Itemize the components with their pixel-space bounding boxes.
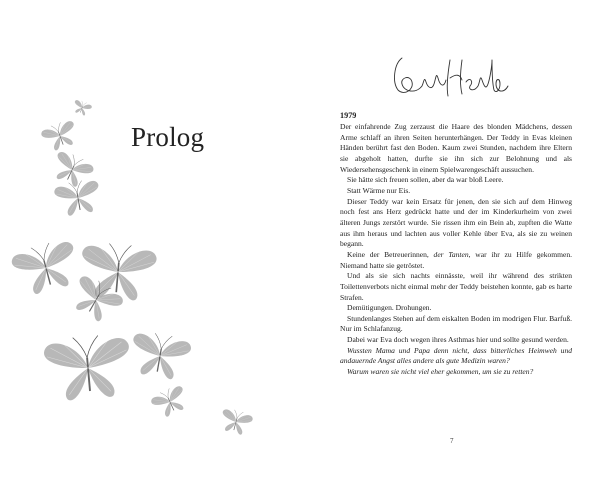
paragraph: Und als sie sich nachts einnässte, weil ihr während des strikten Toilettenverbots nicht einmal mehr der Teddy beistehen konnte, gab es harte Strafen.	[340, 271, 572, 302]
paragraph: Dabei war Eva doch wegen ihres Asthmas hier und sollte gesund werden.	[347, 335, 569, 345]
text-run: , war ihr zu Hilfe gekommen.	[468, 249, 573, 259]
butterfly-bottom-right	[218, 407, 254, 437]
text-run: Niemand hatte sie getröstet.	[340, 260, 425, 270]
page-number: 7	[450, 437, 454, 445]
butterfly-mid-left	[53, 178, 103, 218]
paragraph: Stundenlanges Stehen auf dem eiskalten Boden im modrigen Flur. Barfuß. Nur im Schlafanzug.	[340, 313, 572, 334]
paragraph-caregivers	[340, 250, 572, 271]
paragraph-italic: Warum waren sie nicht viel eher gekommen, um sie zu retten?	[347, 367, 534, 377]
chapter-title: Prolog	[131, 122, 205, 152]
text-run-italic: der Tanten	[433, 249, 469, 259]
butterfly-bottom-small	[149, 383, 190, 420]
handwritten-signature	[388, 52, 513, 102]
paragraph: Der einfahrende Zug zerzaust die Haare des blonden Mädchens, dessen Arme schlaff an ihren Seiten herunterhängen. Der Teddy in Evas kleinen Händen berührt fast den Boden. Kaum zwei Stunden, nachdem ihre Eltern sie abgeholt hatten, durfte sie ihn sich zur Belohnung und als Wiedersehensgeschenk in einem Spielwarengeschäft aussuchen.	[340, 122, 572, 174]
butterfly-lower-right	[128, 330, 193, 382]
butterfly-large-center-1	[9, 237, 82, 298]
paragraph: Dieser Teddy war kein Ersatz für jenen, den sie sich auf dem Hinweg noch fest ans Herz gedrückt hatte und der im Kinderkurheim von zwei älteren Jungs zerstört wurde. Sie rissen ihm ein Bein ab, zupften die Watte aus ihm heraus und lachten aus voller Kehle über Eva, als sie zu weinen begann.	[340, 196, 572, 249]
paragraph: Statt Wärme nur Eis.	[347, 185, 411, 195]
paragraph: Demütigungen. Drohungen.	[347, 303, 432, 313]
year-heading: 1979	[340, 111, 357, 120]
paragraph: Sie hätte sich freuen sollen, aber da war bloß Leere.	[347, 175, 504, 185]
butterfly-small-top	[71, 99, 92, 117]
paragraph-italic: Wussten Mama und Papa denn nicht, dass bitterliches Heimweh und andauernde Angst alles andere als gute Medizin waren?	[340, 345, 572, 366]
text-run: Keine der Betreuerinnen,	[347, 249, 434, 259]
butterfly-lower-left	[43, 333, 133, 402]
prologue-text	[340, 110, 572, 378]
butterfly-upper-left-1	[40, 118, 81, 153]
